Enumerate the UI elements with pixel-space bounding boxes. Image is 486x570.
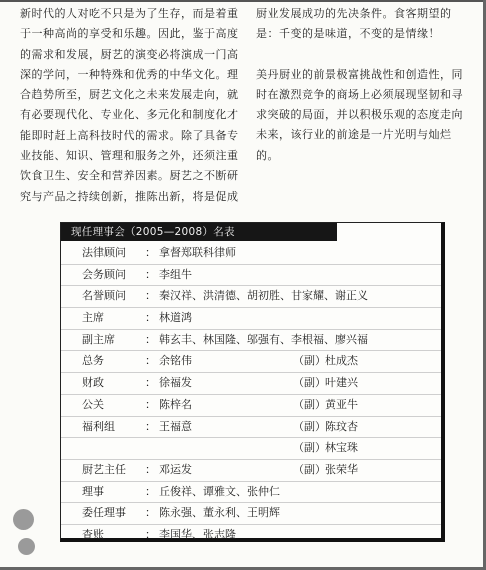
decorative-dot [13,509,34,530]
deputy-marker: （副） [293,441,326,455]
member-names: 丘俊祥、谭雅文、张仲仁 [159,484,280,498]
member-names: 陈永强、董永利、王明辉 [159,506,280,520]
right-paragraph-2: 美丹厨业的前景极富挑战性和创造性，同时在激烈竞争的商场上必须展现坚韧和寻求突破的局面，并以积极乐观的态度走向未来，该行业的前途是一片光明与灿烂的。 [256,67,463,162]
role-title: 福利组 [82,419,115,433]
right-paragraph-1: 厨业发展成功的先决条件。食客期望的是：千变的是味道，不变的是情缘！ [256,7,452,41]
council-roster-panel [60,222,445,542]
member-names: 林道鸿 [159,311,192,325]
colon: ： [145,462,156,476]
role-title: 查账 [82,527,104,541]
role-title: 财政 [82,376,104,390]
colon: ： [145,376,156,390]
roster-row [61,460,441,482]
deputy-marker: （副） [293,462,326,476]
roster-row [61,351,441,373]
council-roster-rows [61,243,441,546]
role-title: 理事 [82,484,104,498]
colon: ： [145,267,156,281]
role-title: 主席 [82,311,104,325]
roster-row [61,525,441,546]
roster-row [61,373,441,395]
member-names: 陈梓名 [159,397,192,411]
colon: ： [145,246,156,259]
roster-row [61,438,441,460]
role-title: 副主席 [82,332,115,346]
role-title: 公关 [82,397,104,411]
member-names: 李组牛 [159,267,192,281]
role-title: 委任理事 [82,506,126,520]
deputy-name: 黄亚牛 [325,397,358,411]
colon: ： [145,332,156,346]
deputy-marker: （副） [293,397,326,411]
role-title: 法律顾问 [82,246,126,259]
member-names: 王福意 [159,419,192,433]
article-left-column [20,4,252,207]
role-title: 厨艺主任 [82,462,126,476]
decorative-dot [18,538,35,555]
deputy-marker: （副） [293,419,326,433]
deputy-name: 叶建兴 [325,376,358,390]
left-column-line: 饮食卫生、安全和营养因素。厨艺之不断研 [20,169,239,183]
deputy-marker: （副） [293,354,326,368]
left-column-line: 究与产品之持续创新，推陈出新，将是促成 [20,189,239,203]
roster-row [61,417,441,439]
council-roster-header: 现任理事会（2005—2008）名表 [61,223,337,241]
roster-row [61,395,441,417]
role-title: 总务 [82,354,104,368]
colon: ： [145,484,156,498]
roster-row [61,503,441,525]
deputy-name: 林宝珠 [325,441,358,455]
deputy-name: 杜成杰 [325,354,358,368]
roster-row [61,265,441,287]
colon: ： [145,527,156,541]
member-names: 秦汉祥、洪清德、胡初胜、甘家耀、谢正义 [159,289,368,303]
colon: ： [145,397,156,411]
role-title: 名誉顾问 [82,289,126,303]
member-names: 余铭伟 [159,354,192,368]
left-column-line: 能即时赶上高科技时代的需求。除了具备专 [20,128,239,142]
deputy-name: 陈玟杏 [325,419,358,433]
left-column-line: 有必要现代化、专业化、多元化和制度化才 [20,108,239,122]
roster-row [61,330,441,352]
article-right-column [256,4,474,166]
deputy-marker: （副） [293,376,326,390]
member-names: 徐福发 [159,376,192,390]
colon: ： [145,419,156,433]
left-column-line: 业技能、知识、管理和服务之外，还须注重 [20,149,239,163]
page-top-edge [0,0,486,2]
left-column-line: 于一种高尚的享受和乐趣。因此，鉴于高度 [20,27,239,41]
member-names: 拿督郑联科律师 [159,246,236,259]
member-names: 韩玄丰、林国隆、邬强有、李根福、廖兴福 [159,332,368,346]
colon: ： [145,289,156,303]
left-column-line: 的需求和发展，厨艺的演变必将演成一门高 [20,47,239,61]
deputy-name: 张荣华 [325,462,358,476]
left-column-line: 深的学问，一种特殊和优秀的中华文化。理 [20,67,239,81]
left-column-line: 合趋势所至，厨艺文化之未来发展走向，就 [20,88,239,102]
role-title: 会务顾问 [82,267,126,281]
colon: ： [145,506,156,520]
member-names: 李国华、张志隆 [159,527,236,541]
roster-row [61,286,441,308]
colon: ： [145,311,156,325]
roster-row [61,482,441,504]
roster-row [61,243,441,265]
member-names: 邓运发 [159,462,192,476]
colon: ： [145,354,156,368]
roster-row [61,308,441,330]
left-column-line: 新时代的人对吃不只是为了生存，而是着重 [20,7,239,20]
